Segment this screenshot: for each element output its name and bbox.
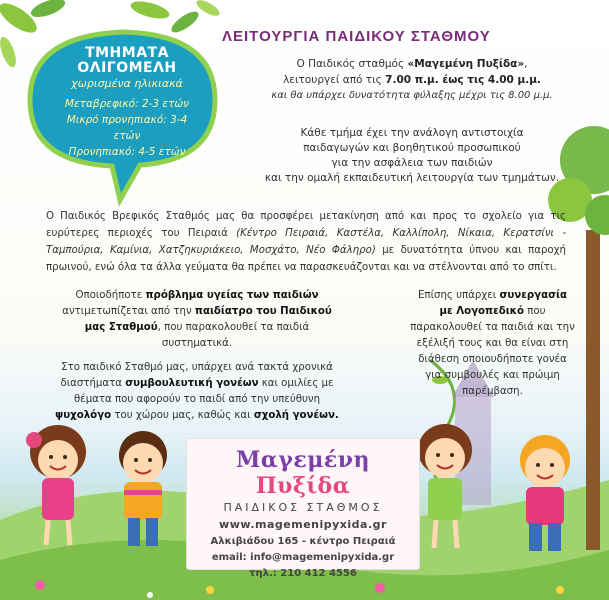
email-link[interactable]: email: info@magemenipyxida.gr bbox=[211, 552, 395, 563]
health-paragraph: Οποιοδήποτε πρόβλημα υγείας των παιδιών αντιμετωπίζεται από την παιδίατρο του Παιδικού μας Σταθμού, που παρακολουθεί τα παιδιά συστηματικά. bbox=[62, 290, 332, 349]
age-group-preschool: Προνηπιακό: 4-5 ετών bbox=[68, 146, 186, 158]
staff-line-2: παιδαγωγών και βοηθητικού προσωπικού bbox=[303, 142, 521, 154]
age-group-small-preschool: Μικρό προνηπιακό: 3-4 ετών bbox=[66, 114, 188, 142]
age-groups-bubble bbox=[52, 46, 202, 160]
staff-line-3: για την ασφάλεια των παιδιών bbox=[331, 157, 493, 169]
parents-paragraph: Στο παιδικό Σταθμό μας, υπάρχει ανά τακτά χρονικά διαστήματα συμβουλευτική γονέων και ομιλίες με θέματα που αφορούν το παιδί από την υπεύθυνη ψυχολόγο του χώρου μας, καθώς και σχολή γονέων. bbox=[55, 362, 339, 421]
bubble-title-2: ΟΛΙΓΟΜΕΛΗ bbox=[77, 60, 177, 76]
opening-hours: 7.00 π.μ. έως τις 4.00 μ.μ. bbox=[385, 74, 541, 86]
page-heading: ΛΕΙΤΟΥΡΓΙΑ ΠΑΙΔΙΚΟΥ ΣΤΑΘΜΟΥ bbox=[222, 28, 491, 45]
address-text: Αλκιβιάδου 165 - κέντρο Πειραιά bbox=[210, 536, 396, 547]
age-group-infant: Μεταβρεφικό: 2-3 ετών bbox=[64, 98, 190, 110]
speech-therapist-paragraph: Επίσης υπάρχει συνεργασία με Λογοπεδικό που παρακολουθεί τα παιδιά και την εξέλιξή τους και θα είναι στη διάθεση οποιουδήποτε γονέα για συμβουλές και πρώιμη παρέμβαση. bbox=[410, 290, 575, 397]
nursery-name: «Μαγεμένη Πυξίδα» bbox=[407, 58, 525, 70]
brand-logo: Μαγεμένη Πυξίδα bbox=[236, 447, 370, 499]
intro-line-1: Ο Παιδικός σταθμός «Μαγεμένη Πυξίδα», bbox=[296, 58, 528, 70]
brand-subtitle: ΠΑΙΔΙΚΟΣ ΣΤΑΘΜΟΣ bbox=[223, 501, 383, 514]
left-column bbox=[52, 288, 342, 432]
intro-block bbox=[222, 56, 602, 104]
website-link[interactable]: www.magemenipyxida.gr bbox=[219, 518, 387, 531]
transport-paragraph: Ο Παιδικός Βρεφικός Σταθμός μας θα προσφέρει μετακίνηση από και προς το σχολείο για τις ευρύτερες περιοχές του Πειραιά (Κέντρο Πειραιά, Καστέλα, Καλλίπολη, Νίκαια, Κερατσίνι - Ταμπούρια, Καμίνια, Χατζηκυριάκειο, Μοσχάτο, Νέο Φάληρο) με δυνατότητα ύπνου και παροχή πρωινού, ενώ όλα τα άλλα γεύματα θα πρέπει να παρασκευάζονται και να στέλνονται από το σπίτι. bbox=[46, 211, 566, 273]
contact-card bbox=[186, 438, 420, 579]
intro-line-2: λειτουργεί από τις 7.00 π.μ. έως τις 4.00 μ.μ. bbox=[283, 74, 541, 86]
areas-list: (Κέντρο Πειραιά, Καστέλα, Καλλίπολη, Νίκαια, Κερατσίνι - Ταμπούρια, Καμίνια, Χατζηκυριάκειο, Μοσχάτο, Νέο Φάληρο) bbox=[46, 228, 566, 256]
staff-line-1: Κάθε τμήμα έχει την ανάλογη αντιστοιχία bbox=[300, 127, 524, 139]
bubble-title-1: ΤΜΗΜΑΤΑ bbox=[85, 45, 169, 61]
bubble-subtitle: χωρισμένα ηλικιακά bbox=[71, 77, 183, 90]
intro-line-3: και θα υπάρχει δυνατότητα φύλαξης μέχρι τις 8.00 μ.μ. bbox=[271, 90, 553, 101]
staff-section bbox=[222, 126, 602, 186]
phone-text: τηλ.: 210 412 4556 bbox=[249, 568, 357, 579]
staff-line-4: και την ομαλή εκπαιδευτική λειτουργία των τμημάτων. bbox=[264, 172, 560, 184]
